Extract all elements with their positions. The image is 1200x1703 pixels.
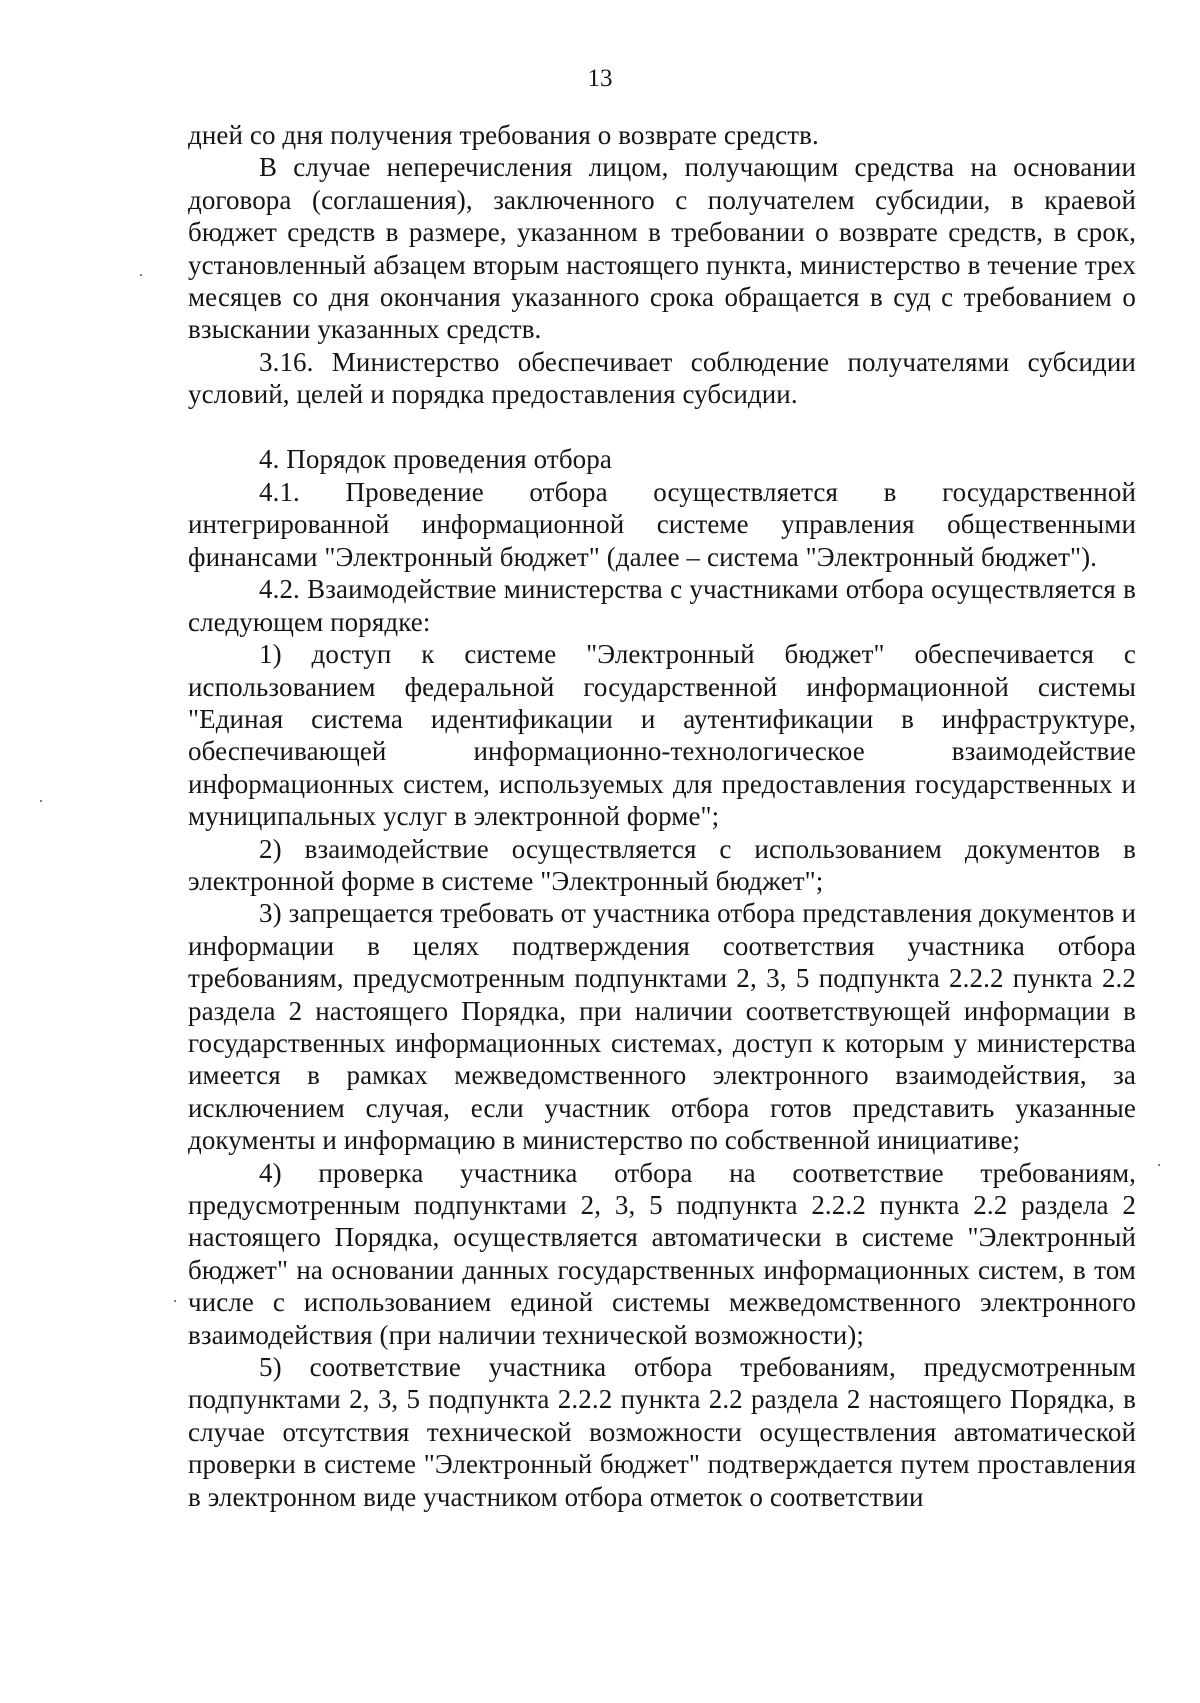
scan-speck bbox=[174, 1300, 176, 1302]
paragraph-3-16: 3.16. Министерство обеспечивает соблюдение получателями субсидии условий, целей и порядка предоставления субсидии. bbox=[188, 346, 1136, 410]
section-heading: 4. Порядок проведения отбора bbox=[259, 443, 612, 474]
paragraph-continuation: дней со дня получения требования о возврате средств. bbox=[188, 120, 819, 150]
list-item-5: 5) соответствие участника отбора требованиям, предусмотренным подпунктами 2, 3, 5 подпункта 2.2.2 пункта 2.2 раздела 2 настоящего Порядка, в случае отсутствия технической возможности осуществления автоматической проверки в системе "Электронный бюджет" подтверждается путем проставления в электронном виде участником отбора отметок о соответствии bbox=[188, 1352, 1136, 1512]
paragraph-4-1: 4.1. Проведение отбора осуществляется в государственной интегрированной информационной системе управления общественными финансами "Электронный бюджет" (далее – система "Электронный бюджет"). bbox=[188, 477, 1136, 572]
list-item-3: 3) запрещается требовать от участника отбора представления документов и информации в целях подтверждения соответствия участника отбора требованиям, предусмотренным подпунктами 2, 3, 5 подпункта 2.2.2 пункта 2.2 раздела 2 настоящего Порядка, при наличии соответствующей информации в государственных информационных системах, доступ к которым у министерства имеется в рамках межведомственного электронного взаимодействия, за исключением случая, если участник отбора готов представить указанные документы и информацию в министерство по собственной инициативе; bbox=[188, 898, 1136, 1156]
list-item-1: 1) доступ к системе "Электронный бюджет" обеспечивается с использованием федеральной государственной информационной системы "Единая система идентификации и аутентификации в инфраструктуре, обеспечивающей информационно-технологическое взаимодействие информационных систем, используемых для предоставления государственных и муниципальных услуг в электронной форме"; bbox=[188, 639, 1136, 832]
paragraph-4-2: 4.2. Взаимодействие министерства с участниками отбора осуществляется в следующем порядке: bbox=[188, 574, 1136, 637]
list-item-2: 2) взаимодействие осуществляется с использованием документов в электронной форме в системе "Электронный бюджет"; bbox=[188, 833, 1136, 896]
scan-speck bbox=[1158, 1164, 1160, 1166]
page-number: 13 bbox=[587, 65, 613, 92]
scan-speck bbox=[40, 800, 42, 802]
paragraph-non-transfer: В случае неперечисления лицом, получающим средства на основании договора (соглашения), заключенного с получателем субсидии, в краевой бюджет средств в размере, указанном в требовании о возврате средств, в срок, установленный абзацем вторым настоящего пункта, министерство в течение трех месяцев со дня окончания указанного срока обращается в суд с требованием о взыскании указанных средств. bbox=[188, 152, 1136, 345]
document-body bbox=[188, 119, 1136, 1513]
scan-speck bbox=[140, 274, 142, 276]
list-item-4: 4) проверка участника отбора на соответствие требованиям, предусмотренным подпунктами 2, 3, 5 подпункта 2.2.2 пункта 2.2 раздела 2 настоящего Порядка, осуществляется автоматически в системе "Электронный бюджет" на основании данных государственных информационных систем, в том числе с использованием единой системы межведомственного электронного взаимодействия (при наличии технической возможности); bbox=[188, 1157, 1136, 1350]
